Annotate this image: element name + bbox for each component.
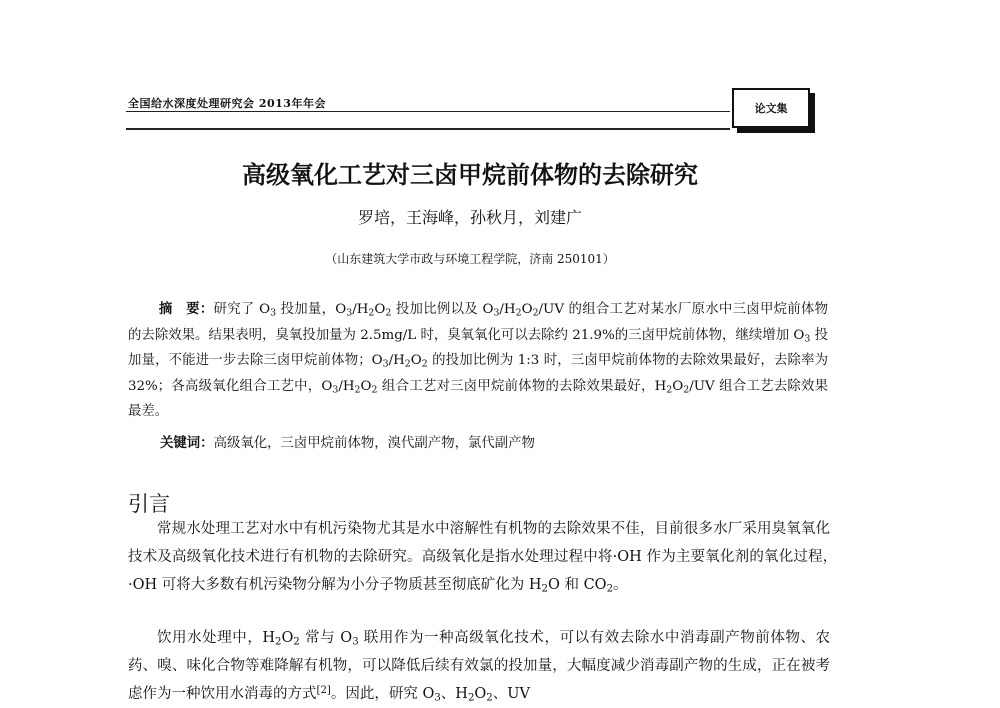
abstract-text: /UV 的组合工艺对某水厂原水中三卤甲烷前体物的去除效果。结果表明，臭氧投加量为 2.5mg/L 时，臭氧氧化可以去除约 21.9%的三卤甲烷前体物，继续增加 O: [128, 302, 829, 343]
paper-title: 高级氧化工艺对三卤甲烷前体物的去除研究: [242, 161, 698, 189]
subscript: 2: [467, 692, 475, 704]
section-heading-introduction: 引言: [128, 492, 170, 516]
body-text: 。因此，研究 O: [330, 686, 435, 702]
subscript: 2: [368, 307, 375, 319]
abstract-text: O: [521, 302, 533, 317]
abstract-text: 研究了 O: [213, 302, 271, 317]
body-text: 联用作为一种高级氧化技术，可以有效去除水中消毒副产物前体物、农药、嗅、味化合物等难降解有机物，可以降低后续有效氯的投加量，大幅度减少消毒副产物的生成，正在被考虑作为一种饮用水消毒的方式: [128, 630, 831, 702]
body-text: 饮用水处理中，H: [157, 630, 276, 646]
subscript: 2: [532, 307, 539, 319]
abstract-text: /H: [388, 353, 405, 368]
body-text: 、H: [440, 686, 468, 702]
body-paragraph-2: [128, 624, 830, 708]
keywords-label: 关键词：: [160, 436, 214, 451]
abstract-text: /H: [352, 302, 369, 317]
abstract-text: O: [360, 378, 372, 394]
subscript: 2: [404, 358, 411, 370]
subscript: 3: [382, 358, 389, 370]
abstract-text: O: [672, 378, 684, 394]
subscript: 2: [683, 383, 690, 395]
running-head: 全国给水深度处理研究会 2013年年会: [128, 97, 326, 110]
subscript: 2: [354, 383, 361, 395]
citation-ref: [2]: [316, 684, 331, 696]
header-rule-bottom: [126, 128, 730, 130]
subscript: 2: [666, 383, 673, 395]
subscript: 3: [346, 307, 353, 319]
body-text: 常规水处理工艺对水中有机污染物尤其是水中溶解性有机物的去除效果不佳，目前很多水厂采用臭氧氧化技术及高级氧化技术进行有机物的去除研究。高级氧化是指水处理过程中将·OH 作为主要氧化剂的氧化过程，·OH 可将大多数有机污染物分解为小分子物质甚至彻底矿化为 H: [128, 521, 830, 593]
abstract-text: 组合工艺对三卤甲烷前体物的去除效果最好，H: [377, 378, 667, 394]
abstract-text: 的投加比例为 1:3 时，三卤甲烷前体物的去除效果最好，去除率为 32%；各高级氧化组合工艺中，O: [128, 353, 828, 394]
body-text: 、UV: [492, 686, 530, 702]
subscript: 3: [804, 332, 811, 344]
abstract-text: 投加比例以及 O: [391, 302, 494, 317]
subscript: 3: [270, 307, 277, 319]
subscript: 3: [434, 692, 441, 704]
subscript: 2: [515, 307, 522, 319]
keywords: [160, 432, 840, 451]
abstract-text: /H: [499, 302, 516, 317]
abstract-text: 投加量，O: [276, 302, 347, 317]
body-text: O: [281, 630, 294, 646]
body-text: O: [474, 686, 487, 702]
body-text: 常与 O: [299, 630, 353, 646]
abstract-text: /UV 组合工艺去除效果最差。: [128, 378, 828, 419]
abstract: [128, 297, 828, 425]
subscript: 3: [493, 307, 500, 319]
body-text: 。: [613, 577, 628, 593]
abstract-text: 投加量，不能进一步去除三卤甲烷前体物；O: [128, 327, 828, 368]
abstract-label: 摘 要：: [158, 302, 214, 317]
keywords-text: 高级氧化，三卤甲烷前体物，溴代副产物，氯代副产物: [213, 436, 535, 451]
abstract-text: O: [374, 302, 386, 317]
abstract-text: O: [410, 353, 422, 368]
abstract-text: /H: [338, 378, 355, 394]
subscript: 2: [385, 307, 392, 319]
proceedings-badge: 论文集: [732, 88, 810, 128]
subscript: 2: [293, 636, 300, 648]
subscript: 3: [332, 383, 339, 395]
subscript: 2: [606, 583, 614, 595]
subscript: 2: [541, 583, 548, 595]
subscript: 2: [421, 358, 428, 370]
subscript: 2: [486, 692, 493, 704]
paper-authors: 罗培，王海峰，孙秋月，刘建广: [357, 208, 582, 227]
body-paragraph-1: [128, 515, 830, 599]
header-rule-top: [126, 111, 730, 112]
body-text: O 和 CO: [547, 577, 607, 593]
subscript: 2: [275, 636, 282, 648]
subscript: 3: [352, 636, 359, 648]
paper-affiliation: （山东建筑大学市政与环境工程学院，济南 250101）: [325, 252, 615, 266]
subscript: 2: [371, 383, 378, 395]
